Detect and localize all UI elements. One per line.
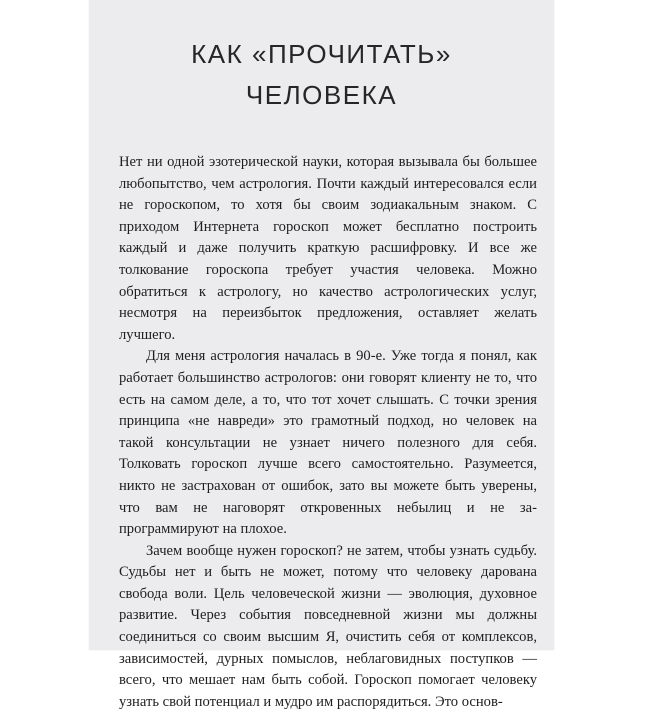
chapter-title-line-1: КАК «ПРОЧИТАТЬ» xyxy=(191,39,452,69)
chapter-body xyxy=(119,152,537,713)
paragraph-3: Зачем вообще нужен гороскоп? не затем, чтобы узнать судьбу. Судьбы нет и быть не может, потому что человеку дарована свобода воли. Цель человеческой жизни — эволюция, духовное развитие. Через события повседневной жизни мы должны соединиться со своим высшим Я, очистить себя от комплексов, зависимостей, дурных помыслов, неблаговидных поступков — всего, что мешает нам быть собой. Гороскоп помогает человеку узнать свой потенциал и мудро им распорядиться. Это основ- xyxy=(119,542,537,710)
book-page xyxy=(89,0,554,710)
paragraph-2: Для меня астрология началась в 90-е. Уже тогда я понял, как работает большинство астрологов: они говорят клиенту не то, что есть на самом деле, а то, что тот хочет слышать. С точки зрения принципа «не навреди» это грамотный подход, но человек на такой консультации не узнает ничего полезного для себя. Толковать гороскоп лучше всего самостоятельно. Разумеется, никто не застрахован от ошибок, зато вы можете быть уверены, что вам не наговорят откровенных небылиц и не запрограммируют на плохое. xyxy=(119,348,537,538)
chapter-title xyxy=(89,34,554,116)
chapter-title-line-2: ЧЕЛОВЕКА xyxy=(245,80,398,110)
paragraph-1: Нет ни одной эзотерической науки, которая вызывала бы большее любопытство, чем астрология. Почти каждый интересовался если не гороскопом, то хотя бы своим зодиакальным знаком. С приходом Интернета гороскоп может бесплатно построить каждый и даже получить краткую расшифровку. И все же толкование гороскопа требует участия человека. Можно обратиться к астрологу, но качество астрологических услуг, несмотря на переизбыток предложения, оставляет желать лучшего. xyxy=(119,154,537,343)
